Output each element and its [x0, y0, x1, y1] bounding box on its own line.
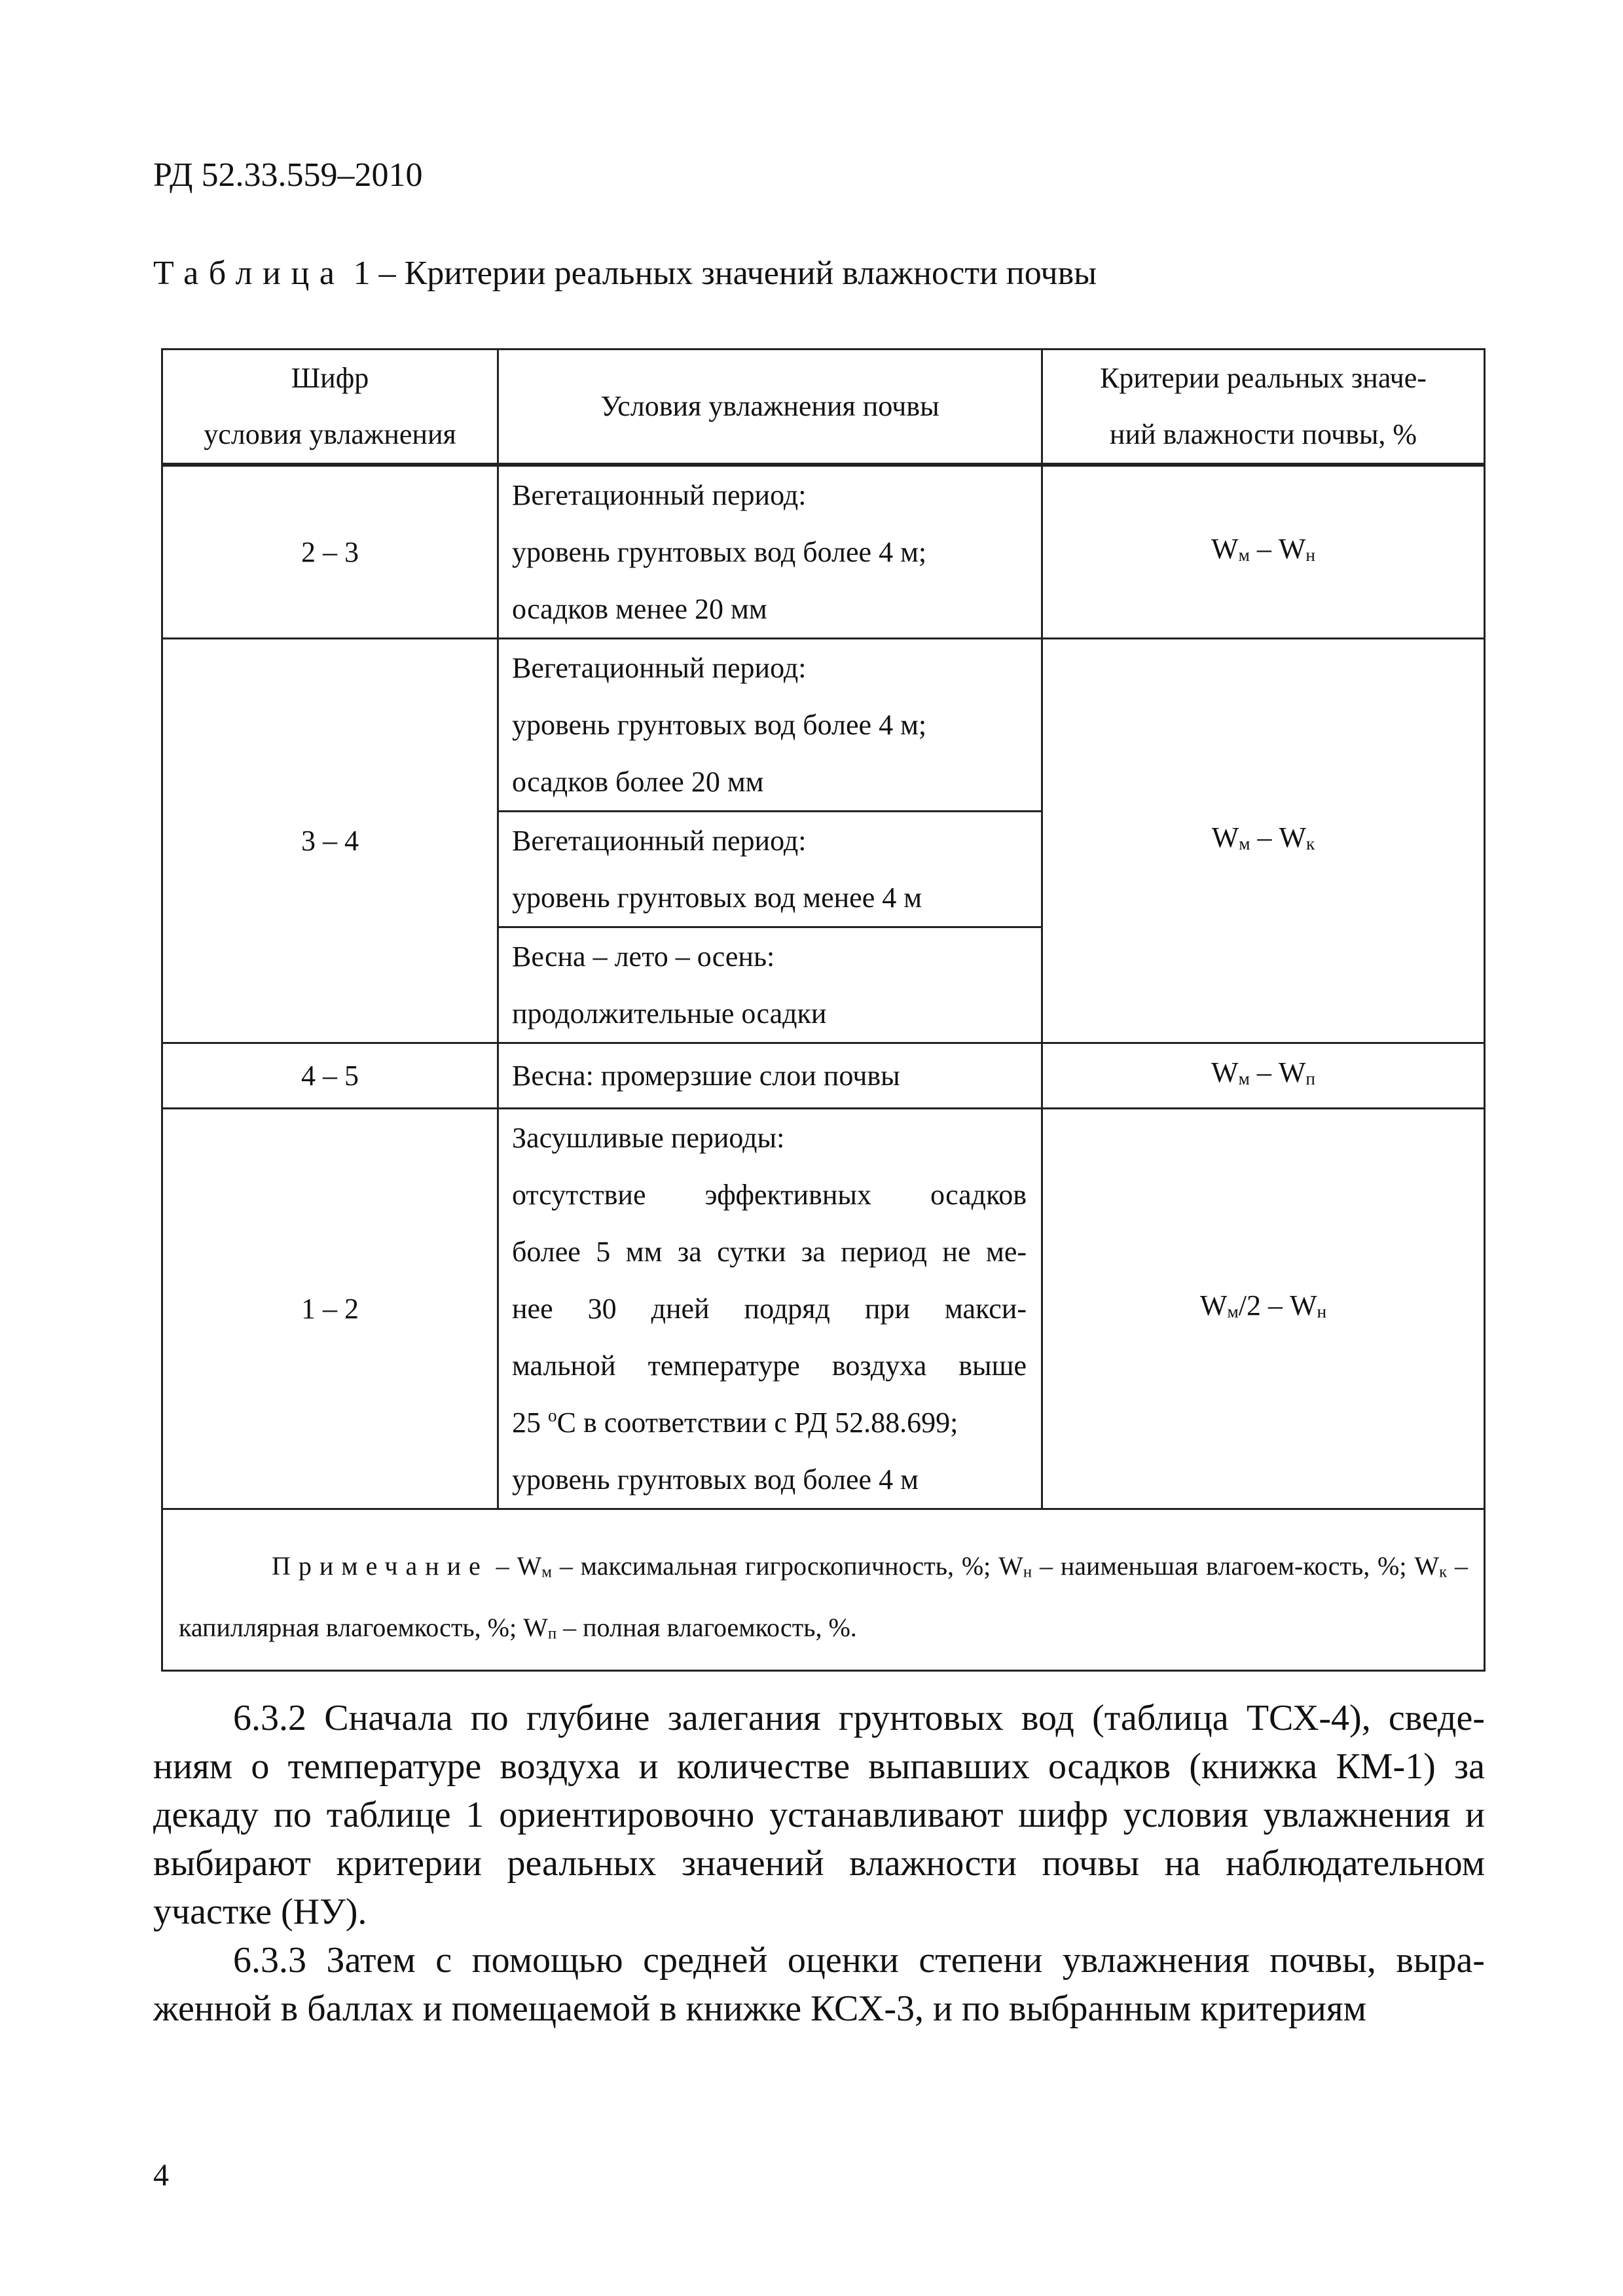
table-caption-title: 1 – Критерии реальных значений влажности почвы — [344, 255, 1097, 292]
condition-line: более 5 мм за сутки за период не ме- — [512, 1236, 1027, 1268]
header-criteria — [1042, 350, 1485, 465]
header-code — [162, 350, 498, 465]
condition-line: отсутствие эффективных осадков — [512, 1179, 1027, 1211]
paragraph-6-3-3: 6.3.3 Затем с помощью средней оценки степени увлажнения почвы, выра-женной в баллах и помещаемой в книжке КСХ-3, и по выбранным критериям — [153, 1940, 1485, 2029]
condition-line: осадков более 20 мм — [512, 766, 764, 798]
table-note — [162, 1509, 1485, 1670]
row-code: 3 – 4 — [162, 639, 498, 1043]
condition-line: уровень грунтовых вод более 4 м — [512, 1463, 919, 1496]
table-header-row — [162, 350, 1485, 465]
row-criteria: Wм – Wп — [1042, 1043, 1485, 1109]
table-row — [162, 1109, 1485, 1509]
row-criteria: Wм – Wн — [1042, 465, 1485, 639]
table-row — [162, 465, 1485, 639]
condition-line: мальной температуре воздуха выше — [512, 1350, 1027, 1382]
row-conditions — [498, 639, 1042, 812]
condition-line: уровень грунтовых вод более 4 м; — [512, 536, 927, 568]
row-criteria: Wм/2 – Wн — [1042, 1109, 1485, 1509]
condition-line: Засушливые периоды: — [512, 1122, 785, 1155]
row-conditions — [498, 1043, 1042, 1109]
table-caption-word: Таблица — [153, 255, 345, 292]
body-text — [153, 1694, 1485, 2033]
row-conditions — [498, 1109, 1042, 1509]
condition-line: нее 30 дней подряд при макси- — [512, 1293, 1027, 1325]
row-conditions — [498, 927, 1042, 1043]
condition-line: Вегетационный период: — [512, 479, 807, 511]
table-row — [162, 1043, 1485, 1109]
row-code: 4 – 5 — [162, 1043, 498, 1109]
table-note-label: Примечание — [272, 1551, 488, 1581]
table-caption — [153, 254, 1097, 293]
row-code: 1 – 2 — [162, 1109, 498, 1509]
condition-line: Вегетационный период: — [512, 652, 807, 684]
row-criteria: Wм – Wк — [1042, 639, 1485, 1043]
page-number: 4 — [153, 2158, 169, 2193]
document-code-header: РД 52.33.559–2010 — [153, 156, 423, 194]
row-code: 2 – 3 — [162, 465, 498, 639]
header-conditions: Условия увлажнения почвы — [498, 350, 1042, 465]
row-conditions — [498, 812, 1042, 927]
condition-line-temperature: 25 $^о$С в соответствии с РД 52.88.699; — [512, 1405, 958, 1439]
table-row — [162, 639, 1485, 812]
header-code-line-1: Шифр — [291, 362, 369, 394]
condition-line: продолжительные осадки — [512, 997, 827, 1030]
condition-line: Весна – лето – осень: — [512, 941, 775, 973]
condition-line: Вегетационный период: — [512, 825, 807, 857]
condition-line: уровень грунтовых вод более 4 м; — [512, 709, 927, 741]
row-conditions — [498, 465, 1042, 639]
condition-line: уровень грунтовых вод менее 4 м — [512, 882, 922, 914]
table-note-text: Примечание – Wм – максимальная гигроскопичность, %; Wн – наименьшая влагоем-кость, %; Wк – капиллярная влагоемкость, %; Wп – полная влагоемкость, %. — [179, 1551, 1468, 1643]
table-note-row — [162, 1509, 1485, 1670]
condition-line: Весна: промерзшие слои почвы — [512, 1060, 900, 1092]
condition-line: осадков менее 20 мм — [512, 593, 767, 625]
header-criteria-line-2: ний влажности почвы, % — [1109, 418, 1417, 450]
soil-moisture-criteria-table — [161, 348, 1486, 1672]
paragraph-6-3-2: 6.3.2 Сначала по глубине залегания грунтовых вод (таблица ТСХ-4), сведе-ниям о температуре воздуха и количестве выпавших осадков (книжка КМ-1) за декаду по таблице 1 ориентировочно устанавливают шифр условия увлажнения и выбирают критерии реальных значений влажности почвы на наблюдательном участке (НУ). — [153, 1698, 1485, 1932]
header-code-line-2: условия увлажнения — [204, 418, 456, 450]
header-criteria-line-1: Критерии реальных значе- — [1100, 362, 1427, 394]
